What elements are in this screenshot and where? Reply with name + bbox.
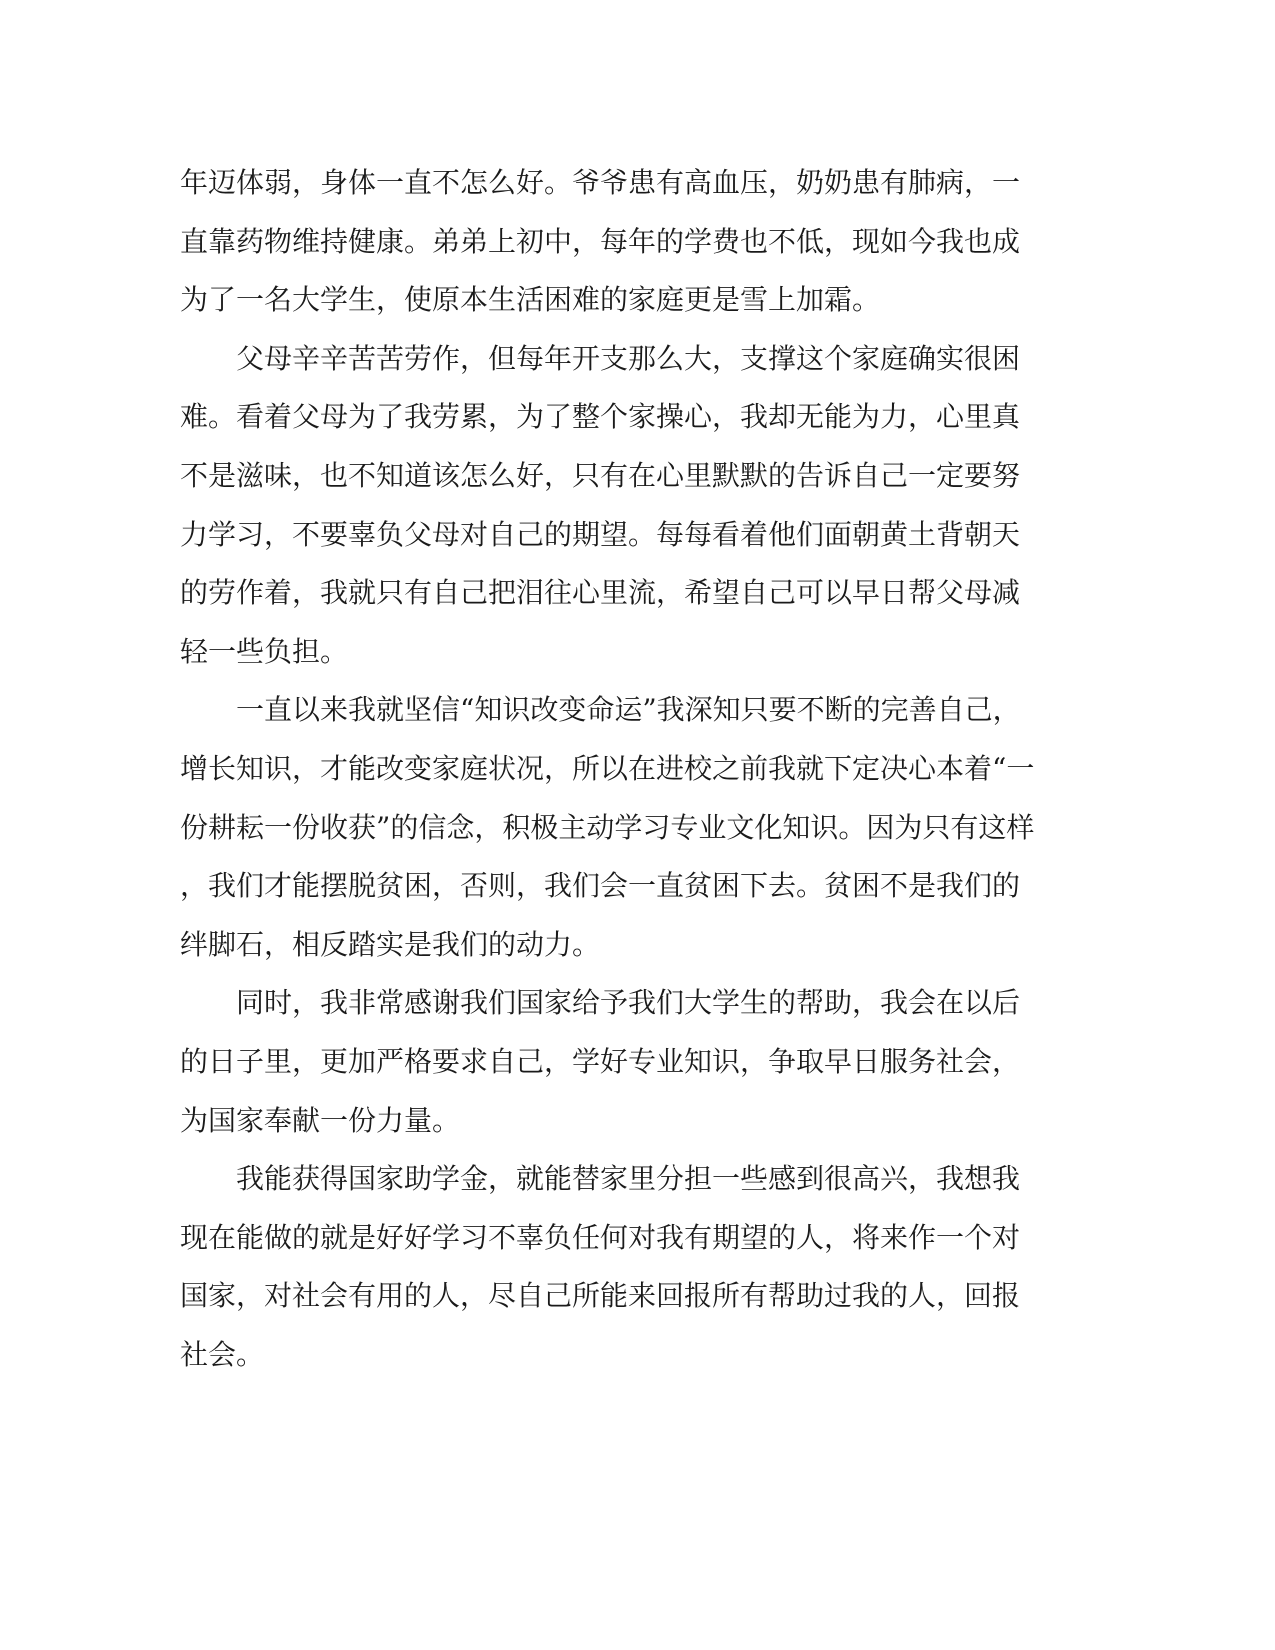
document-body (180, 154, 1035, 1384)
text-line: 份耕耘一份收获”的信念，积极主动学习专业文化知识。因为只有这样 (180, 810, 1035, 844)
text-line: 的日子里，更加严格要求自己，学好专业知识，争取早日服务社会， (180, 1044, 1021, 1078)
text-line: ，我们才能摆脱贫困，否则，我们会一直贫困下去。贫困不是我们的 (180, 869, 1021, 903)
text-line: 现在能做的就是好好学习不辜负任何对我有期望的人，将来作一个对 (180, 1220, 1021, 1254)
text-line: 同时，我非常感谢我们国家给予我们大学生的帮助，我会在以后 (180, 986, 1021, 1020)
text-line: 为了一名大学生，使原本生活困难的家庭更是雪上加霜。 (180, 283, 881, 317)
text-line: 不是滋味，也不知道该怎么好，只有在心里默默的告诉自己一定要努 (180, 458, 1021, 492)
paragraph (180, 154, 1030, 330)
text-line: 增长知识，才能改变家庭状况，所以在进校之前我就下定决心本着“一 (180, 751, 1035, 785)
text-line: 国家，对社会有用的人，尽自己所能来回报所有帮助过我的人，回报 (180, 1279, 1021, 1313)
text-line: 我能获得国家助学金，就能替家里分担一些感到很高兴，我想我 (180, 1162, 1021, 1196)
text-line: 父母辛辛苦苦劳作，但每年开支那么大，支撑这个家庭确实很困 (180, 341, 1021, 375)
text-line: 的劳作着，我就只有自己把泪往心里流，希望自己可以早日帮父母减 (180, 576, 1021, 610)
text-line: 社会。 (180, 1337, 265, 1371)
text-line: 直靠药物维持健康。弟弟上初中，每年的学费也不低，现如今我也成 (180, 224, 1021, 258)
text-line: 一直以来我就坚信“知识改变命运”我深知只要不断的完善自己， (180, 693, 1021, 727)
text-line: 绊脚石，相反踏实是我们的动力。 (180, 927, 601, 961)
paragraph (180, 330, 1030, 682)
text-line: 为国家奉献一份力量。 (180, 1103, 461, 1137)
text-line: 难。看着父母为了我劳累，为了整个家操心，我却无能为力，心里真 (180, 400, 1021, 434)
paragraph (180, 1150, 1030, 1384)
text-line: 年迈体弱，身体一直不怎么好。爷爷患有高血压，奶奶患有肺病，一 (180, 166, 1021, 199)
paragraph (180, 974, 1030, 1150)
text-line: 轻一些负担。 (180, 634, 349, 668)
text-line: 力学习，不要辜负父母对自己的期望。每每看着他们面朝黄土背朝天 (180, 517, 1021, 551)
paragraph (180, 681, 1035, 974)
